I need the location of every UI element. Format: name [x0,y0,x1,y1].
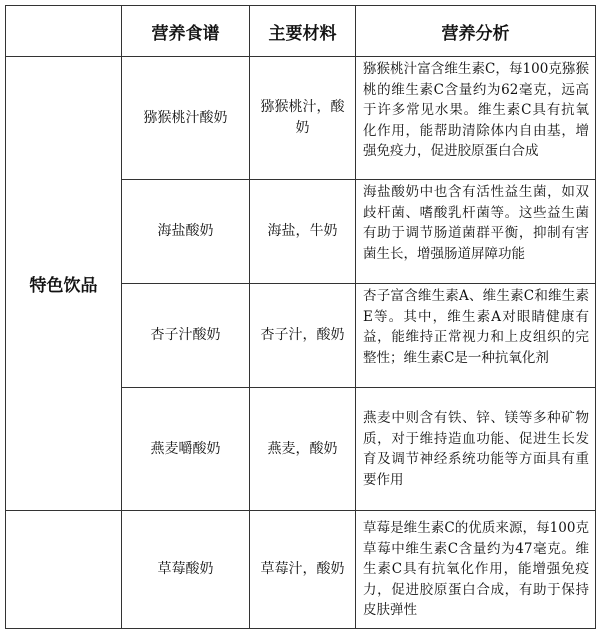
table-row [6,511,596,629]
header-blank-cell [6,6,122,57]
header-recipe: 营养食谱 [122,6,250,57]
recipe-cell: 杏子汁酸奶 [122,284,250,388]
nutrition-table [5,5,596,629]
materials-cell: 草莓汁，酸奶 [250,511,356,629]
analysis-cell: 燕麦中则含有铁、锌、镁等多种矿物质，对于维持造血功能、促进生长发育及调节神经系统功能等方面具有重要作用 [356,388,596,511]
analysis-cell: 草莓是维生素C的优质来源，每100克草莓中维生素C含量约为47毫克。维生素C具有抗氧化作用，能增强免疫力，促进胶原蛋白合成，有助于保持皮肤弹性 [356,511,596,629]
header-analysis: 营养分析 [356,6,596,57]
materials-cell: 燕麦，酸奶 [250,388,356,511]
materials-cell: 海盐，牛奶 [250,180,356,284]
analysis-cell: 杏子富含维生素A、维生素C和维生素E等。其中，维生素A对眼睛健康有益，能维持正常视力和上皮组织的完整性；维生素C是一种抗氧化剂 [356,284,596,388]
materials-cell: 杏子汁，酸奶 [250,284,356,388]
analysis-cell: 海盐酸奶中也含有活性益生菌，如双歧杆菌、嗜酸乳杆菌等。这些益生菌有助于调节肠道菌群平衡，抑制有害菌生长，增强肠道屏障功能 [356,180,596,284]
header-row [6,6,596,57]
table-row [6,57,596,180]
analysis-cell: 猕猴桃汁富含维生素C，每100克猕猴桃的维生素C含量约为62毫克，远高于许多常见水果。维生素C具有抗氧化作用，能帮助清除体内自由基，增强免疫力，促进胶原蛋白合成 [356,57,596,180]
recipe-cell: 燕麦嚼酸奶 [122,388,250,511]
header-materials: 主要材料 [250,6,356,57]
recipe-cell: 海盐酸奶 [122,180,250,284]
category-cell: 特色饮品 [6,57,122,511]
recipe-cell: 草莓酸奶 [122,511,250,629]
category-cell [6,511,122,629]
recipe-cell: 猕猴桃汁酸奶 [122,57,250,180]
materials-cell: 猕猴桃汁，酸奶 [250,57,356,180]
